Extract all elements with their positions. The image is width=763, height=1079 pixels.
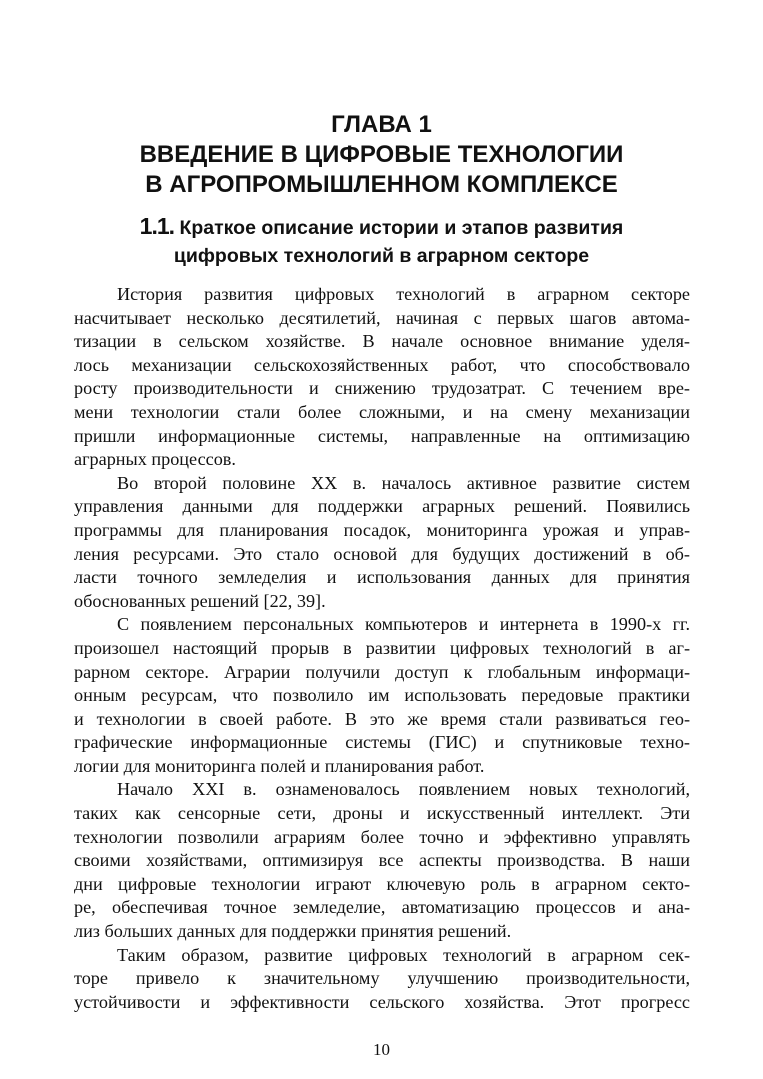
chapter-label: ГЛАВА 1 bbox=[331, 111, 432, 138]
text-line: онным ресурсам, что позволило им использовать передовые практики bbox=[74, 685, 690, 706]
text-line: логии для мониторинга полей и планирования работ. bbox=[74, 755, 485, 776]
section-title-line-1 bbox=[0, 212, 763, 242]
text-line: ления ресурсами. Это стало основой для будущих достижений в об- bbox=[74, 543, 690, 564]
section-title-line-2: цифровых технологий в аграрном секторе bbox=[173, 245, 590, 267]
text-line: программы для планирования посадок, мониторинга урожая и управ- bbox=[74, 519, 690, 540]
text-line: своими хозяйствами, оптимизируя все аспекты производства. В наши bbox=[74, 850, 690, 871]
chapter-title-line-2: В АГРОПРОМЫШЛЕННОМ КОМПЛЕКСЕ bbox=[145, 171, 618, 198]
text-line: лиз больших данных для поддержки принятия решений. bbox=[74, 921, 512, 942]
text-line: тизации в сельском хозяйстве. В начале основное внимание уделя- bbox=[74, 331, 690, 352]
text-line: Начало XXI в. ознаменовалось появлением новых технологий, bbox=[117, 779, 690, 800]
text-line: С появлением персональных компьютеров и интернета в 1990-х гг. bbox=[117, 614, 690, 635]
text-line: управления данными для поддержки аграрных решений. Появились bbox=[74, 496, 690, 517]
text-line: насчитывает несколько десятилетий, начиная с первых шагов автома- bbox=[74, 307, 690, 328]
paragraph bbox=[74, 472, 690, 614]
paragraph bbox=[74, 944, 690, 1015]
text-line: таких как сенсорные сети, дроны и искусственный интеллект. Эти bbox=[74, 803, 690, 824]
paragraph bbox=[74, 778, 690, 943]
text-line: лось механизации сельскохозяйственных работ, что способствовало bbox=[74, 354, 690, 375]
paragraph bbox=[74, 613, 690, 778]
text-line: аграрных процессов. bbox=[74, 449, 236, 470]
text-line: История развития цифровых технологий в аграрном секторе bbox=[117, 284, 690, 304]
section-heading bbox=[0, 212, 763, 270]
text-line: ре, обеспечивая точное земледелие, автоматизацию процессов и ана- bbox=[74, 897, 690, 918]
text-line: и технологии в своей работе. В это же время стали развиваться гео- bbox=[74, 708, 690, 729]
paragraph bbox=[74, 283, 690, 472]
text-line: устойчивости и эффективности сельского хозяйства. Этот прогресс bbox=[74, 991, 690, 1012]
text-line: технологии позволили аграриям более точно и эффективно управлять bbox=[74, 826, 690, 847]
text-line: Таким образом, развитие цифровых технологий в аграрном сек- bbox=[117, 944, 690, 965]
text-line: пришли информационные системы, направленные на оптимизацию bbox=[74, 425, 690, 446]
body-text bbox=[74, 283, 690, 1014]
text-line: обоснованных решений [22, 39]. bbox=[74, 590, 326, 611]
text-line: графические информационные системы (ГИС) и спутниковые техно- bbox=[74, 732, 690, 753]
text-line: торе привело к значительному улучшению производительности, bbox=[74, 968, 690, 989]
text-line: ласти точного земледелия и использования данных для принятия bbox=[74, 567, 690, 588]
chapter-title-line-1: ВВЕДЕНИЕ В ЦИФРОВЫЕ ТЕХНОЛОГИИ bbox=[139, 141, 624, 168]
page-number: 10 bbox=[373, 1040, 390, 1059]
chapter-heading bbox=[0, 110, 763, 200]
text-line: росту производительности и снижению трудозатрат. С течением вре- bbox=[74, 378, 690, 399]
text-line: дни цифровые технологии играют ключевую роль в аграрном секто- bbox=[74, 873, 690, 894]
text-line: рарном секторе. Аграрии получили доступ к глобальным информаци- bbox=[74, 661, 690, 682]
section-number: 1.1. bbox=[139, 213, 175, 239]
text-line: мени технологии стали более сложными, и на смену механизации bbox=[74, 401, 690, 422]
section-title-text-1: Краткое описание истории и этапов развития bbox=[179, 217, 624, 239]
text-line: произошел настоящий прорыв в развитии цифровых технологий в аг- bbox=[74, 637, 690, 658]
text-line: Во второй половине XX в. началось активное развитие систем bbox=[117, 472, 690, 493]
